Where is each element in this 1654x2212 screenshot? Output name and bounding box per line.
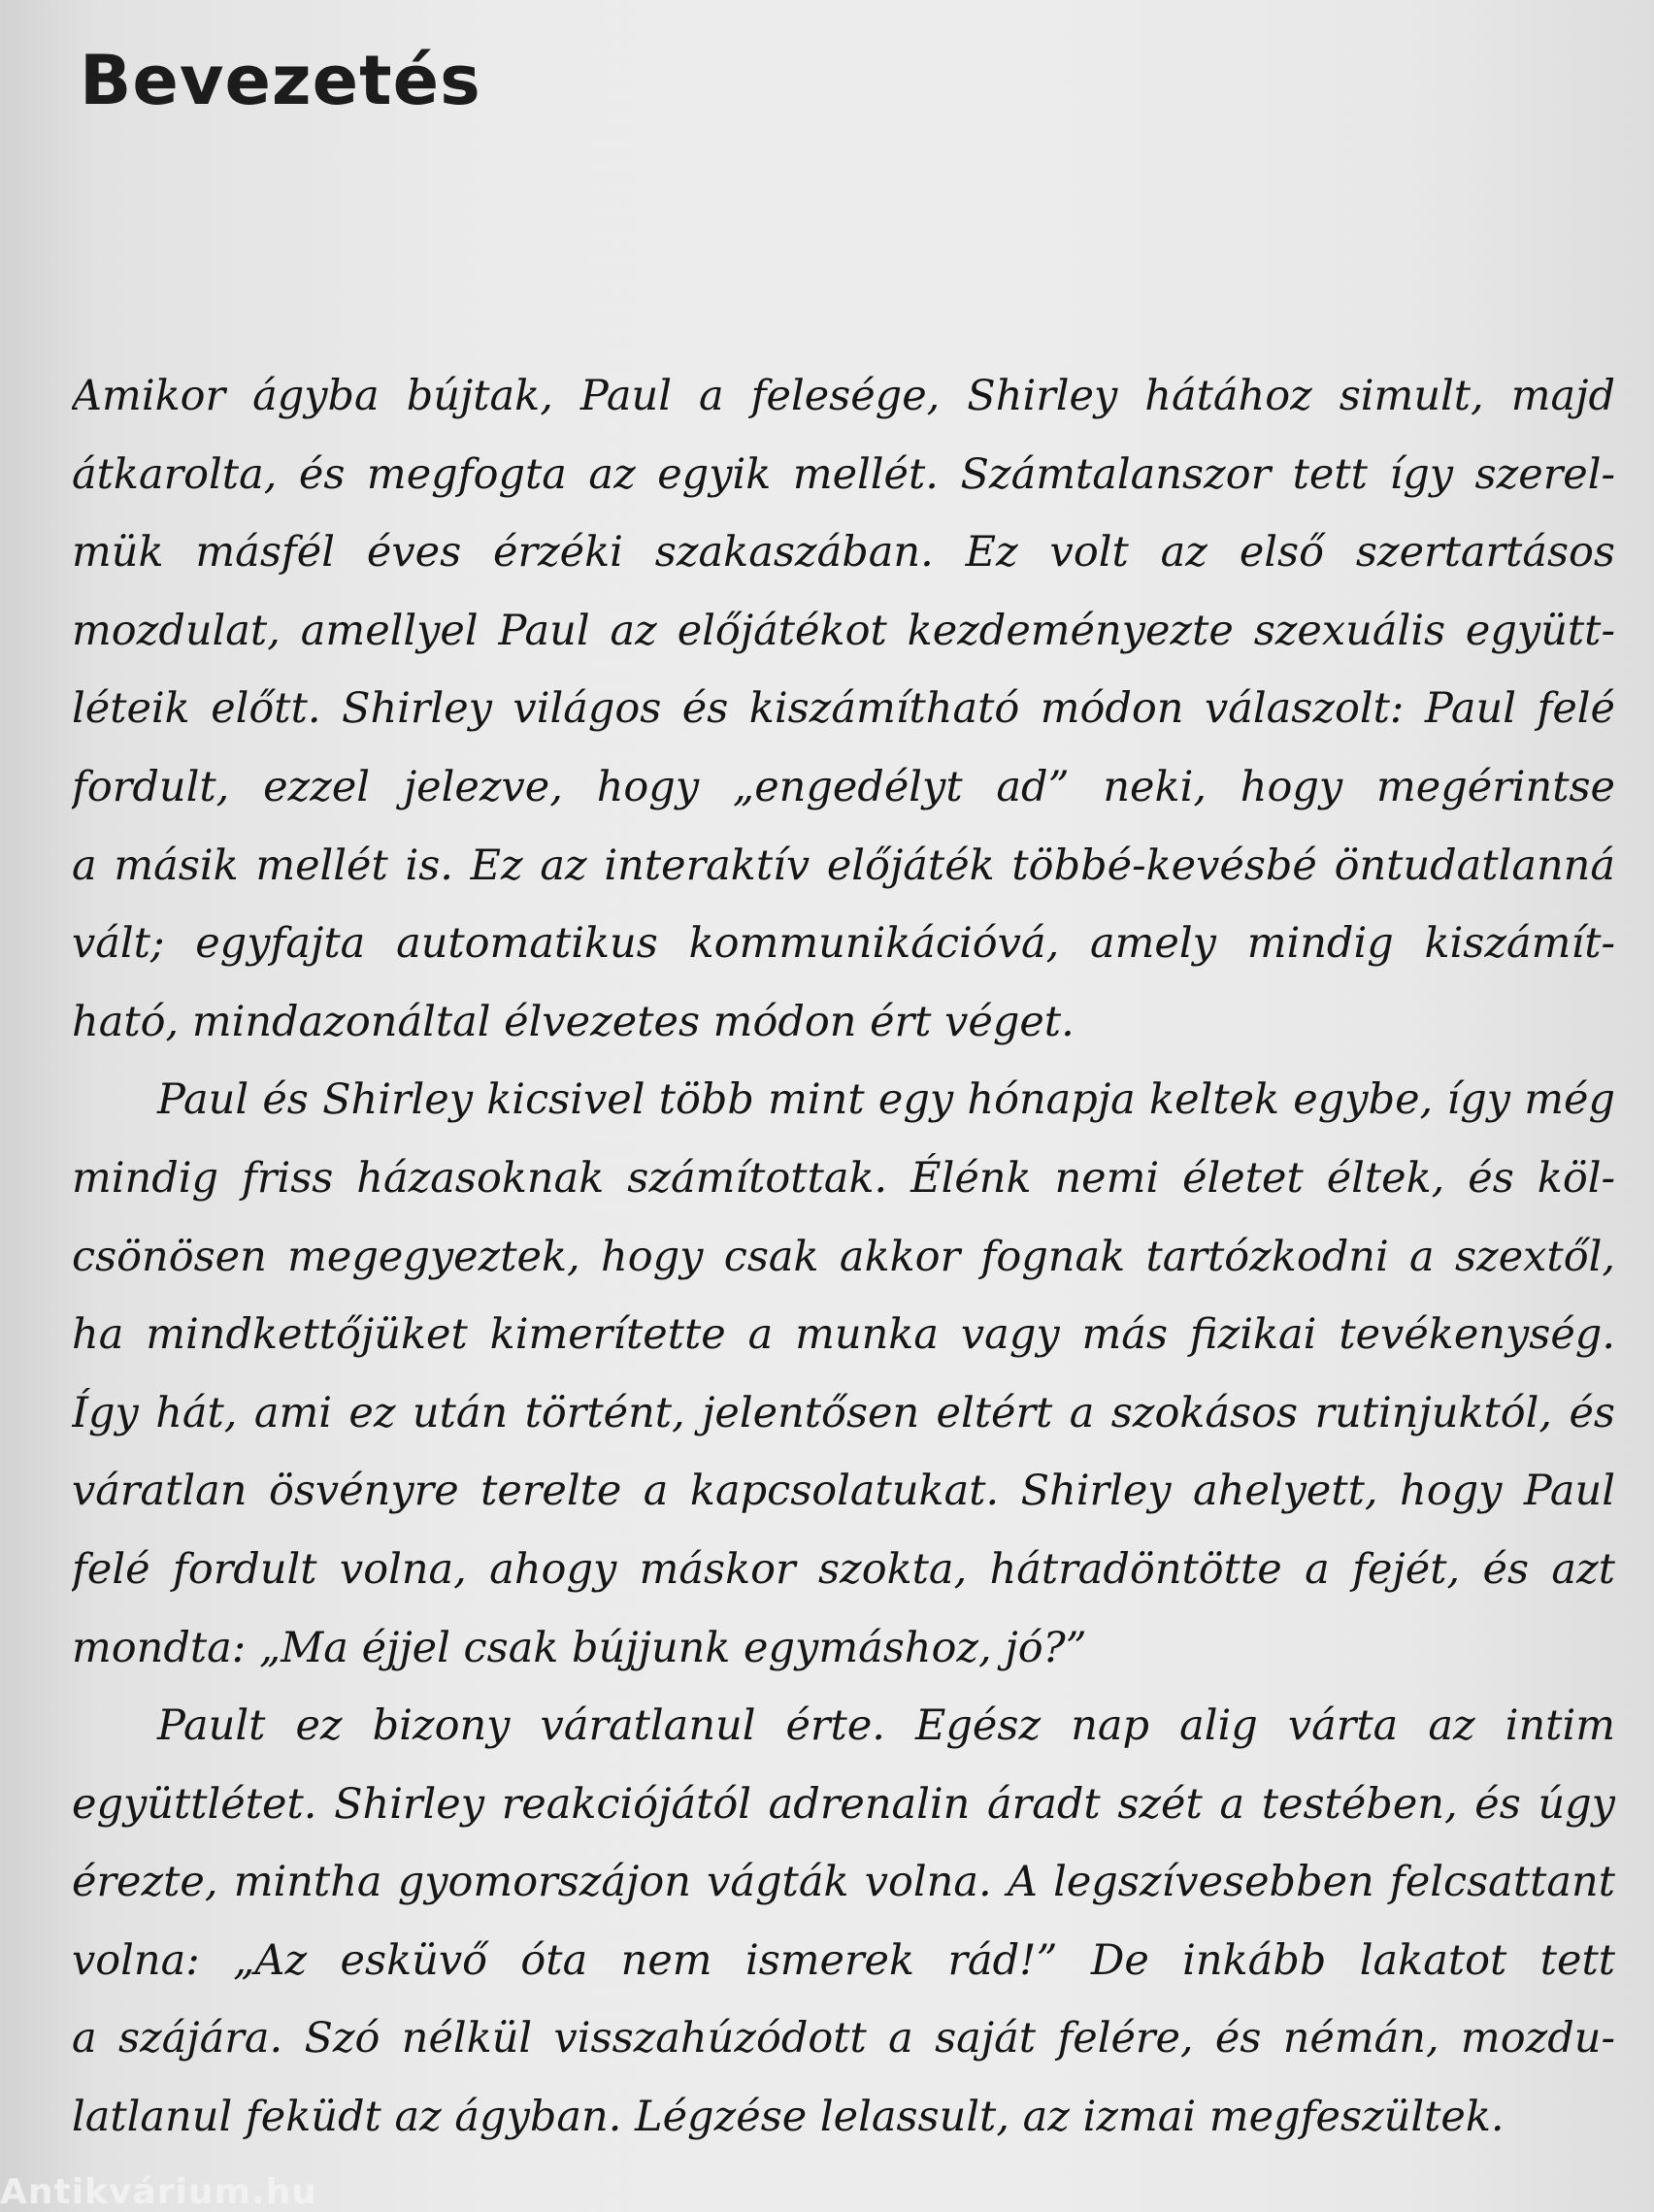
- chapter-heading: Bevezetés: [80, 41, 481, 120]
- body-text: [72, 357, 1615, 2157]
- text-line: fordult, ezzel jelezve, hogy „engedélyt ad” neki, hogy megérintse: [72, 762, 1615, 811]
- text-line: léteik előtt. Shirley világos és kiszámítható módon válaszolt: Paul felé: [72, 684, 1615, 734]
- text-line: latlanul feküdt az ágyban. Légzése lelassult, az izmai megfeszültek.: [72, 2093, 1505, 2142]
- text-line: érezte, mintha gyomorszájon vágták volna. A legszívesebben felcsattant: [72, 1858, 1615, 1907]
- text-line: mük másfél éves érzéki szakaszában. Ez volt az első szertartásos: [72, 528, 1615, 578]
- text-line: csönösen megegyeztek, hogy csak akkor fognak tartózkodni a szextől,: [72, 1232, 1615, 1281]
- text-line: volna: „Az esküvő óta nem ismerek rád!” De inkább lakatot tett: [72, 1935, 1615, 1985]
- text-line: mozdulat, amellyel Paul az előjátékot kezdeményezte szexuális együtt-: [72, 606, 1615, 655]
- text-line: felé fordult volna, ahogy máskor szokta, hátradöntötte a fejét, és azt: [72, 1544, 1615, 1594]
- text-line: mindig friss házasoknak számítottak. Élénk nemi életet éltek, és köl-: [72, 1153, 1615, 1203]
- text-line: vált; egyfajta automatikus kommunikációvá, amely mindig kiszámít-: [72, 919, 1615, 969]
- text-line: mondta: „Ma éjjel csak bújjunk egymáshoz, jó?”: [72, 1623, 1087, 1672]
- text-line: Amikor ágyba bújtak, Paul a felesége, Shirley hátához simult, majd: [72, 372, 1615, 420]
- watermark: Antikvárium.hu: [0, 2172, 317, 2212]
- text-line: váratlan ösvényre terelte a kapcsolatukat. Shirley ahelyett, hogy Paul: [72, 1467, 1615, 1516]
- text-line: Paul és Shirley kicsivel több mint egy hónapja keltek egybe, így még: [157, 1075, 1615, 1125]
- text-line: Pault ez bizony váratlanul érte. Egész nap alig várta az intim: [157, 1701, 1615, 1751]
- text-line: a másik mellét is. Ez az interaktív előjáték többé-kevésbé öntudatlanná: [72, 841, 1615, 890]
- text-line: ható, mindazonáltal élvezetes módon ért véget.: [72, 997, 1075, 1046]
- text-line: a szájára. Szó nélkül visszahúzódott a saját felére, és némán, mozdu-: [72, 2014, 1615, 2063]
- text-line: együttlétet. Shirley reakciójától adrenalin áradt szét a testében, és úgy: [72, 1779, 1615, 1829]
- text-line: átkarolta, és megfogta az egyik mellét. Számtalanszor tett így szerel-: [72, 449, 1615, 499]
- text-line: Így hát, ami ez után történt, jelentősen eltért a szokásos rutinjuktól, és: [72, 1388, 1615, 1437]
- text-line: ha mindkettőjüket kimerítette a munka vagy más fizikai tevékenység.: [72, 1310, 1615, 1360]
